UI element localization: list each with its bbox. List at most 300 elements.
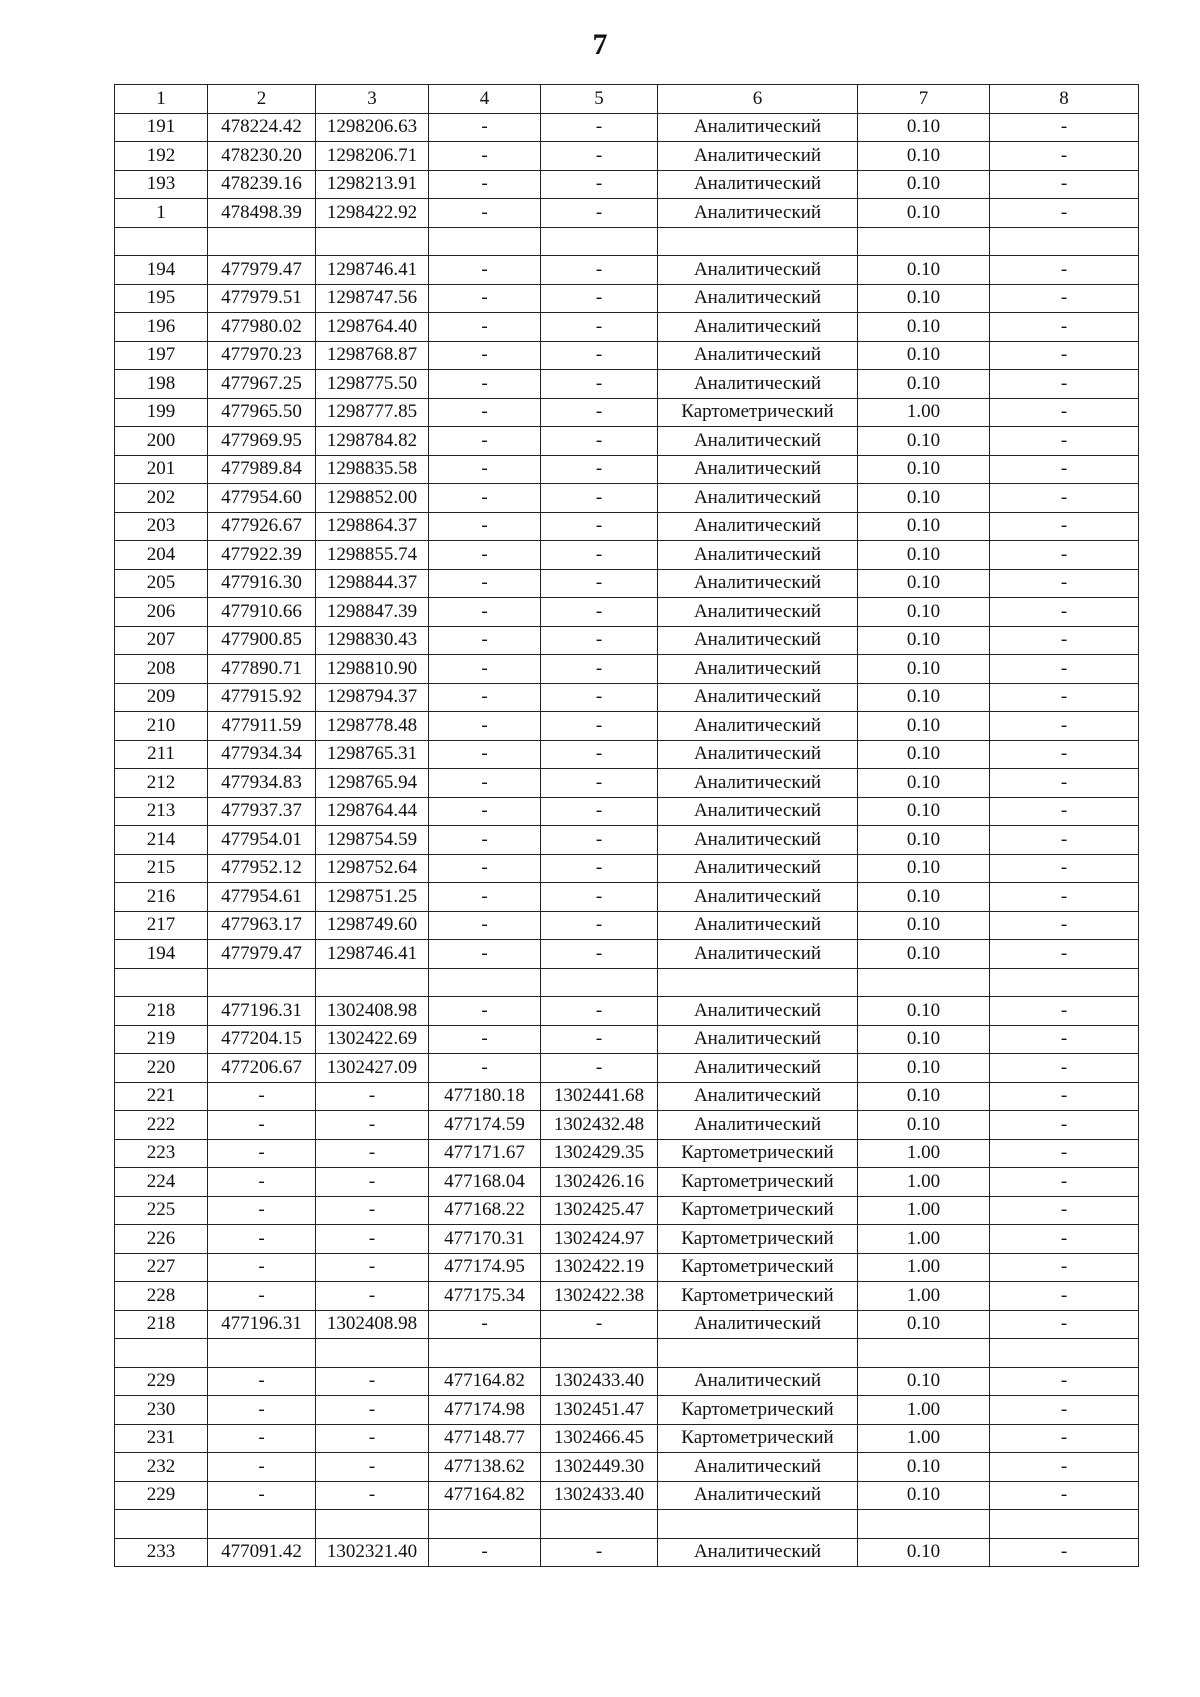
table-cell: - [208,1282,316,1311]
table-cell: 0.10 [858,854,990,883]
table-cell: - [990,683,1139,712]
table-cell: 477911.59 [208,712,316,741]
table-cell: 1298764.44 [316,797,429,826]
table-cell: Аналитический [658,655,858,684]
table-cell: 0.10 [858,940,990,969]
table-cell: 477967.25 [208,370,316,399]
table-cell: 202 [115,484,208,513]
table-cell: 477890.71 [208,655,316,684]
table-cell: - [990,854,1139,883]
table-cell: 218 [115,997,208,1026]
table-row [115,1082,1139,1111]
table-cell: - [990,1253,1139,1282]
table-row [115,1538,1139,1567]
table-cell [208,227,316,256]
table-cell: - [990,484,1139,513]
table-cell: - [990,370,1139,399]
table-cell: 477979.47 [208,256,316,285]
table-cell: - [990,113,1139,142]
table-cell: Аналитический [658,484,858,513]
table-cell: 1298864.37 [316,512,429,541]
table-cell [990,1339,1139,1368]
table-cell: - [990,598,1139,627]
table-cell: 477963.17 [208,911,316,940]
table-row [115,598,1139,627]
table-cell: - [990,655,1139,684]
table-cell: 0.10 [858,911,990,940]
table-cell: 0.10 [858,712,990,741]
table-cell: 194 [115,256,208,285]
table-cell: 214 [115,826,208,855]
table-cell: 227 [115,1253,208,1282]
table-cell: - [316,1367,429,1396]
table-cell [316,1339,429,1368]
table-cell [115,227,208,256]
table-cell: 477934.34 [208,740,316,769]
table-cell [541,968,658,997]
table-cell: 230 [115,1396,208,1425]
table-row [115,313,1139,342]
table-cell: - [429,826,541,855]
table-cell: - [990,341,1139,370]
table-cell: 477196.31 [208,1310,316,1339]
table-cell: Аналитический [658,569,858,598]
table-cell: - [541,313,658,342]
table-cell: 477922.39 [208,541,316,570]
table-row [115,569,1139,598]
table-cell: 201 [115,455,208,484]
table-cell: 477148.77 [429,1424,541,1453]
table-cell: Аналитический [658,1538,858,1567]
table-cell: - [429,398,541,427]
table-cell: 0.10 [858,170,990,199]
table-row [115,997,1139,1026]
table-row [115,1253,1139,1282]
table-cell: 0.10 [858,1054,990,1083]
table-cell: 0.10 [858,1310,990,1339]
table-cell: - [541,655,658,684]
table-cell: - [316,1396,429,1425]
table-cell: 0.10 [858,1082,990,1111]
table-cell: 0.10 [858,370,990,399]
table-cell [541,227,658,256]
table-row [115,940,1139,969]
table-cell: - [541,826,658,855]
table-row [115,1196,1139,1225]
table-cell: 477164.82 [429,1367,541,1396]
table-cell: - [541,341,658,370]
table-cell: - [541,997,658,1026]
table-cell: 477168.22 [429,1196,541,1225]
table-cell: 477170.31 [429,1225,541,1254]
table-row [115,854,1139,883]
table-cell: 477164.82 [429,1481,541,1510]
separator-row [115,1510,1139,1539]
table-cell: - [429,142,541,171]
table-cell: Аналитический [658,1453,858,1482]
table-cell: 0.10 [858,1538,990,1567]
table-cell [858,227,990,256]
table-cell: - [541,683,658,712]
table-cell [858,1339,990,1368]
table-cell: - [990,826,1139,855]
table-cell: - [541,1054,658,1083]
table-row [115,1424,1139,1453]
table-cell [990,968,1139,997]
table-cell: - [429,883,541,912]
table-cell: 0.10 [858,1025,990,1054]
table-cell: 477937.37 [208,797,316,826]
table-cell: - [316,1453,429,1482]
table-cell: - [990,1367,1139,1396]
table-cell: 1302433.40 [541,1481,658,1510]
table-cell: 477174.98 [429,1396,541,1425]
table-cell: 477138.62 [429,1453,541,1482]
table-cell: 223 [115,1139,208,1168]
table-cell: 1.00 [858,1225,990,1254]
table-cell: 1298752.64 [316,854,429,883]
column-header: 1 [115,85,208,114]
table-cell: 210 [115,712,208,741]
table-cell [208,968,316,997]
table-cell: 1298213.91 [316,170,429,199]
table-cell: 477900.85 [208,626,316,655]
table-cell: 1302422.69 [316,1025,429,1054]
table-row [115,1282,1139,1311]
table-cell: - [429,455,541,484]
table-cell: - [316,1168,429,1197]
table-cell: 209 [115,683,208,712]
table-cell: 205 [115,569,208,598]
table-cell: 477970.23 [208,341,316,370]
table-cell: Картометрический [658,1396,858,1425]
table-cell: - [541,797,658,826]
table-row [115,1025,1139,1054]
table-cell: Картометрический [658,1139,858,1168]
table-cell: 1298847.39 [316,598,429,627]
table-cell: 1298206.71 [316,142,429,171]
table-cell: 0.10 [858,683,990,712]
table-cell: - [541,911,658,940]
table-row [115,655,1139,684]
table-cell: Аналитический [658,1111,858,1140]
table-cell: 1302408.98 [316,1310,429,1339]
table-cell: - [990,541,1139,570]
table-row [115,1453,1139,1482]
table-cell: 232 [115,1453,208,1482]
table-cell: 477916.30 [208,569,316,598]
table-cell: 1298746.41 [316,256,429,285]
table-cell: 477174.59 [429,1111,541,1140]
table-cell: - [990,512,1139,541]
table-cell: - [990,883,1139,912]
table-cell: - [316,1139,429,1168]
column-header: 6 [658,85,858,114]
table-cell: 204 [115,541,208,570]
table-cell: 0.10 [858,427,990,456]
table-cell [429,227,541,256]
table-cell: 1302427.09 [316,1054,429,1083]
table-cell: Аналитический [658,142,858,171]
table-cell: - [429,170,541,199]
table-row [115,1310,1139,1339]
table-cell: 0.10 [858,883,990,912]
table-cell: - [990,1453,1139,1482]
table-cell: 1298765.94 [316,769,429,798]
table-cell: Аналитический [658,826,858,855]
table-cell: - [208,1111,316,1140]
table-cell: 1298422.92 [316,199,429,228]
table-cell: - [541,1025,658,1054]
table-cell: 0.10 [858,199,990,228]
table-cell: Аналитический [658,541,858,570]
table-cell: Аналитический [658,455,858,484]
table-cell: - [429,512,541,541]
table-cell: 477175.34 [429,1282,541,1311]
table-cell [541,1510,658,1539]
table-cell: 477934.83 [208,769,316,798]
table-cell: Аналитический [658,883,858,912]
table-cell: 211 [115,740,208,769]
table-cell: - [541,142,658,171]
table-cell: - [541,740,658,769]
table-cell: 1298765.31 [316,740,429,769]
table-cell: - [429,854,541,883]
table-cell: 208 [115,655,208,684]
table-cell: 1.00 [858,1424,990,1453]
table-cell: - [990,911,1139,940]
table-cell: 219 [115,1025,208,1054]
table-cell: - [990,284,1139,313]
table-cell: 477926.67 [208,512,316,541]
table-cell: - [541,199,658,228]
table-row [115,683,1139,712]
table-cell: 224 [115,1168,208,1197]
table-cell: - [429,797,541,826]
table-cell: - [541,598,658,627]
table-cell: 477954.60 [208,484,316,513]
table-cell: 0.10 [858,484,990,513]
table-cell: - [990,626,1139,655]
table-cell: 228 [115,1282,208,1311]
table-cell: 0.10 [858,1481,990,1510]
table-header-row [115,85,1139,114]
table-cell: 191 [115,113,208,142]
table-row [115,541,1139,570]
table-cell: 477954.61 [208,883,316,912]
table-cell: - [429,569,541,598]
table-cell: - [990,569,1139,598]
table-cell: 477204.15 [208,1025,316,1054]
table-cell: - [429,370,541,399]
table-cell: 198 [115,370,208,399]
table-cell: 477954.01 [208,826,316,855]
table-cell: - [990,256,1139,285]
table-cell: 1298775.50 [316,370,429,399]
table-cell: 477979.51 [208,284,316,313]
table-row [115,883,1139,912]
table-cell: Аналитический [658,284,858,313]
table-cell: 1302408.98 [316,997,429,1026]
table-cell: 220 [115,1054,208,1083]
table-cell: 477952.12 [208,854,316,883]
table-cell: - [541,256,658,285]
table-cell: 229 [115,1367,208,1396]
table-cell: - [429,740,541,769]
table-cell: 212 [115,769,208,798]
table-cell: 213 [115,797,208,826]
table-cell: 0.10 [858,826,990,855]
table-cell: 1302424.97 [541,1225,658,1254]
table-row [115,256,1139,285]
table-row [115,1225,1139,1254]
table-cell [115,968,208,997]
table-cell: 0.10 [858,1367,990,1396]
table-cell [208,1339,316,1368]
table-cell: - [429,1054,541,1083]
table-cell: - [990,1111,1139,1140]
table-cell: - [429,997,541,1026]
table-cell: 1298747.56 [316,284,429,313]
table-cell [429,1510,541,1539]
table-cell: 477915.92 [208,683,316,712]
table-cell: - [316,1196,429,1225]
table-cell: Аналитический [658,170,858,199]
table-cell: - [990,769,1139,798]
table-cell: - [208,1196,316,1225]
table-cell: Аналитический [658,427,858,456]
table-cell: Аналитический [658,683,858,712]
table-cell: 1298768.87 [316,341,429,370]
table-cell: - [429,683,541,712]
table-cell: 0.10 [858,797,990,826]
table-cell: Картометрический [658,1225,858,1254]
table-cell: Аналитический [658,797,858,826]
table-cell: 477168.04 [429,1168,541,1197]
table-cell: 225 [115,1196,208,1225]
table-cell: Аналитический [658,940,858,969]
table-row [115,1139,1139,1168]
table-cell: - [316,1481,429,1510]
separator-row [115,968,1139,997]
table-cell: 1298855.74 [316,541,429,570]
table-cell: - [541,398,658,427]
table-row [115,1367,1139,1396]
table-cell: - [990,170,1139,199]
table-cell: Аналитический [658,1025,858,1054]
table-cell: Аналитический [658,512,858,541]
table-cell: 0.10 [858,512,990,541]
table-cell: - [429,484,541,513]
table-cell: - [541,769,658,798]
table-cell: 1298764.40 [316,313,429,342]
table-cell: - [541,541,658,570]
table-body [115,113,1139,1567]
table-cell: 193 [115,170,208,199]
table-cell [115,1510,208,1539]
table-cell: - [990,997,1139,1026]
table-cell: Аналитический [658,1082,858,1111]
table-cell: 1302433.40 [541,1367,658,1396]
table-cell: 0.10 [858,769,990,798]
table-cell: Аналитический [658,1367,858,1396]
table-cell: - [429,655,541,684]
table-cell: - [541,113,658,142]
table-cell: - [990,797,1139,826]
table-cell: - [208,1139,316,1168]
table-cell: - [429,341,541,370]
table-row [115,170,1139,199]
table-cell [541,1339,658,1368]
table-cell: 0.10 [858,655,990,684]
table-cell: - [316,1424,429,1453]
table-cell: 477091.42 [208,1538,316,1567]
table-cell [858,968,990,997]
table-cell: - [990,313,1139,342]
table-cell: - [541,1538,658,1567]
table-cell: 1302432.48 [541,1111,658,1140]
column-header: 7 [858,85,990,114]
table-cell: 206 [115,598,208,627]
table-cell: 1302449.30 [541,1453,658,1482]
table-row [115,113,1139,142]
table-cell: 477206.67 [208,1054,316,1083]
table-cell: - [541,170,658,199]
table-cell: 1.00 [858,1168,990,1197]
table-cell: Картометрический [658,1253,858,1282]
table-cell: - [208,1481,316,1510]
table-cell: - [541,455,658,484]
table-cell: - [990,1481,1139,1510]
table-cell: 233 [115,1538,208,1567]
table-cell: 477180.18 [429,1082,541,1111]
table-row [115,341,1139,370]
table-cell: 478230.20 [208,142,316,171]
table-cell: 222 [115,1111,208,1140]
table-cell: Аналитический [658,911,858,940]
table-cell [429,968,541,997]
table-cell: 477196.31 [208,997,316,1026]
table-cell: 1.00 [858,398,990,427]
table-cell: - [990,199,1139,228]
table-cell: 0.10 [858,142,990,171]
table-cell: 1 [115,199,208,228]
table-cell: Аналитический [658,1481,858,1510]
table-cell: - [990,1168,1139,1197]
table-cell [658,1510,858,1539]
table-cell: Аналитический [658,854,858,883]
table-cell: 1.00 [858,1396,990,1425]
table-cell [658,227,858,256]
table-cell: 0.10 [858,598,990,627]
table-cell: - [541,484,658,513]
table-row [115,1168,1139,1197]
table-cell: - [316,1082,429,1111]
table-row [115,826,1139,855]
table-cell: 1.00 [858,1253,990,1282]
table-cell: - [541,883,658,912]
table-cell: 203 [115,512,208,541]
table-cell: - [429,712,541,741]
table-cell: 0.10 [858,626,990,655]
table-cell: 477910.66 [208,598,316,627]
table-cell: 0.10 [858,541,990,570]
table-row [115,1396,1139,1425]
table-cell [208,1510,316,1539]
table-cell: Аналитический [658,740,858,769]
table-cell: 1.00 [858,1196,990,1225]
table-cell: 1302441.68 [541,1082,658,1111]
